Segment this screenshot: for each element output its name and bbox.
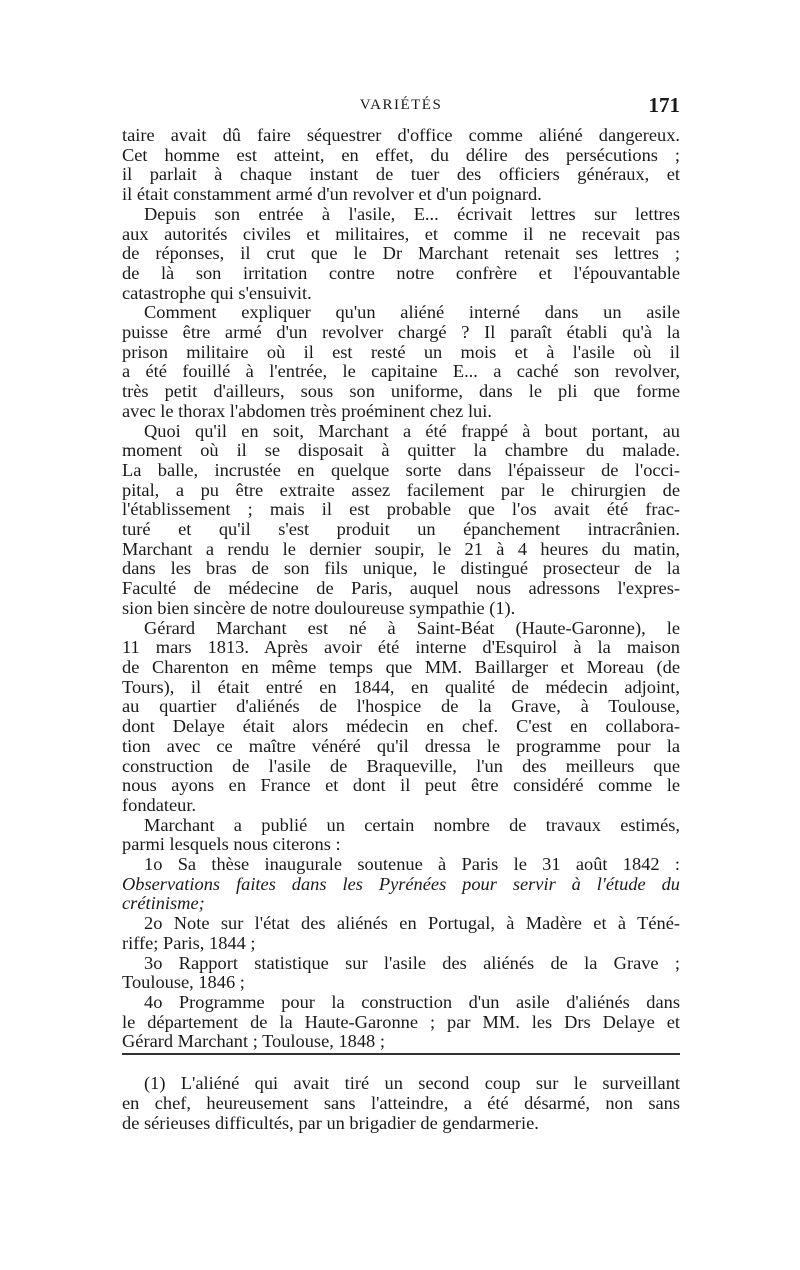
text-line: fondateur. — [122, 794, 197, 815]
text-line: turé et qu'il s'est produit un épanchement intracrânien. — [122, 519, 680, 540]
running-title: VARIÉTÉS — [359, 97, 443, 113]
text-line: de Charenton en même temps que MM. Baillarger et Moreau (de — [122, 656, 680, 677]
text-line: riffe; Paris, 1844 ; — [122, 932, 256, 953]
text-line: Depuis son entrée à l'asile, E... écrivait lettres sur lettres — [144, 203, 680, 224]
text-line: prison militaire où il est resté un mois et à l'asile où il — [122, 341, 680, 362]
text-line: a été fouillé à l'entrée, le capitaine E... a caché son revolver, — [122, 361, 680, 382]
text-line: aux autorités civiles et militaires, et comme il ne recevait pas — [122, 223, 680, 244]
text-line: très petit d'ailleurs, sous son uniforme, dans le pli que forme — [122, 381, 680, 402]
text-line: il était constamment armé d'un revolver et d'un poignard. — [122, 184, 542, 205]
text-line: puisse être armé d'un revolver chargé ? Il paraît établi qu'à la — [122, 322, 680, 343]
text-line: Gérard Marchant ; Toulouse, 1848 ; — [122, 1031, 385, 1052]
text-line: moment où il se disposait à quitter la chambre du malade. — [122, 440, 680, 461]
text-line: Marchant a publié un certain nombre de travaux estimés, — [144, 814, 680, 835]
page-number: 171 — [648, 93, 680, 117]
text-line: Tours), il était entré en 1844, en qualité de médecin adjoint, — [122, 676, 680, 697]
text-line: de réponses, il crut que le Dr Marchant retenait ses lettres ; — [122, 243, 680, 264]
text-line: nous ayons en France et dont il peut être considéré comme le — [122, 775, 680, 796]
text-line: Gérard Marchant est né à Saint-Béat (Haute-Garonne), le — [144, 617, 680, 638]
text-line: l'établissement ; mais il est probable que l'os avait été frac- — [122, 499, 680, 520]
text-line: Marchant a rendu le dernier soupir, le 21 à 4 heures du matin, — [122, 538, 680, 559]
text-line: parmi lesquels nous citerons : — [122, 834, 341, 855]
text-line: Cet homme est atteint, en effet, du délire des persécutions ; — [122, 144, 680, 165]
text-line: dans les bras de son fils unique, le distingué prosecteur de la — [122, 558, 680, 579]
text-line: Toulouse, 1846 ; — [122, 972, 245, 993]
text-line: Faculté de médecine de Paris, auquel nous adressons l'expres- — [122, 578, 680, 599]
text-line: construction de l'asile de Braqueville, l'un des meilleurs que — [122, 755, 680, 776]
text-line: Observations faites dans les Pyrénées pour servir à l'étude du — [122, 873, 680, 894]
text-line: dont Delaye était alors médecin en chef. C'est en collabora- — [122, 716, 680, 737]
text-line: 3o Rapport statistique sur l'asile des aliénés de la Grave ; — [144, 952, 680, 973]
text-line: le département de la Haute-Garonne ; par MM. les Drs Delaye et — [122, 1011, 680, 1032]
body-text — [122, 126, 680, 1052]
text-line: 2o Note sur l'état des aliénés en Portugal, à Madère et à Téné- — [144, 913, 680, 934]
text-line: 4o Programme pour la construction d'un asile d'aliénés dans — [144, 991, 680, 1012]
footnote-rule — [122, 1053, 680, 1055]
text-line: de là son irritation contre notre confrère et l'épouvantable — [122, 262, 680, 283]
text-line: Quoi qu'il en soit, Marchant a été frappé à bout portant, au — [144, 420, 680, 441]
text-line: sion bien sincère de notre douloureuse sympathie (1). — [122, 597, 516, 618]
text-line: catastrophe qui s'ensuivit. — [122, 282, 312, 303]
text-line: tion avec ce maître vénéré qu'il dressa le programme pour la — [122, 735, 680, 756]
page-header — [122, 93, 680, 119]
text-line: Comment expliquer qu'un aliéné interné dans un asile — [144, 302, 680, 323]
footnote-line: de sérieuses difficultés, par un brigadier de gendarmerie. — [122, 1113, 539, 1133]
text-line: il parlait à chaque instant de tuer des officiers généraux, et — [122, 164, 680, 185]
footnote — [122, 1073, 680, 1133]
text-line: au quartier d'aliénés de l'hospice de la Grave, à Toulouse, — [122, 696, 680, 717]
text-line: 11 mars 1813. Après avoir été interne d'Esquirol à la maison — [122, 637, 680, 658]
text-line: avec le thorax l'abdomen très proéminent chez lui. — [122, 400, 492, 421]
text-line: taire avait dû faire séquestrer d'office comme aliéné dangereux. — [122, 125, 680, 145]
footnote-line: en chef, heureusement sans l'atteindre, a été désarmé, non sans — [122, 1093, 680, 1113]
text-line: pital, a pu être extraite assez facilement par le chirurgien de — [122, 479, 680, 500]
text-line: 1o Sa thèse inaugurale soutenue à Paris le 31 août 1842 : — [144, 854, 680, 875]
text-line: La balle, incrustée en quelque sorte dans l'épaisseur de l'occi- — [122, 459, 680, 480]
footnote-line: (1) L'aliéné qui avait tiré un second coup sur le surveillant — [144, 1073, 680, 1093]
text-line: crétinisme; — [122, 893, 205, 914]
